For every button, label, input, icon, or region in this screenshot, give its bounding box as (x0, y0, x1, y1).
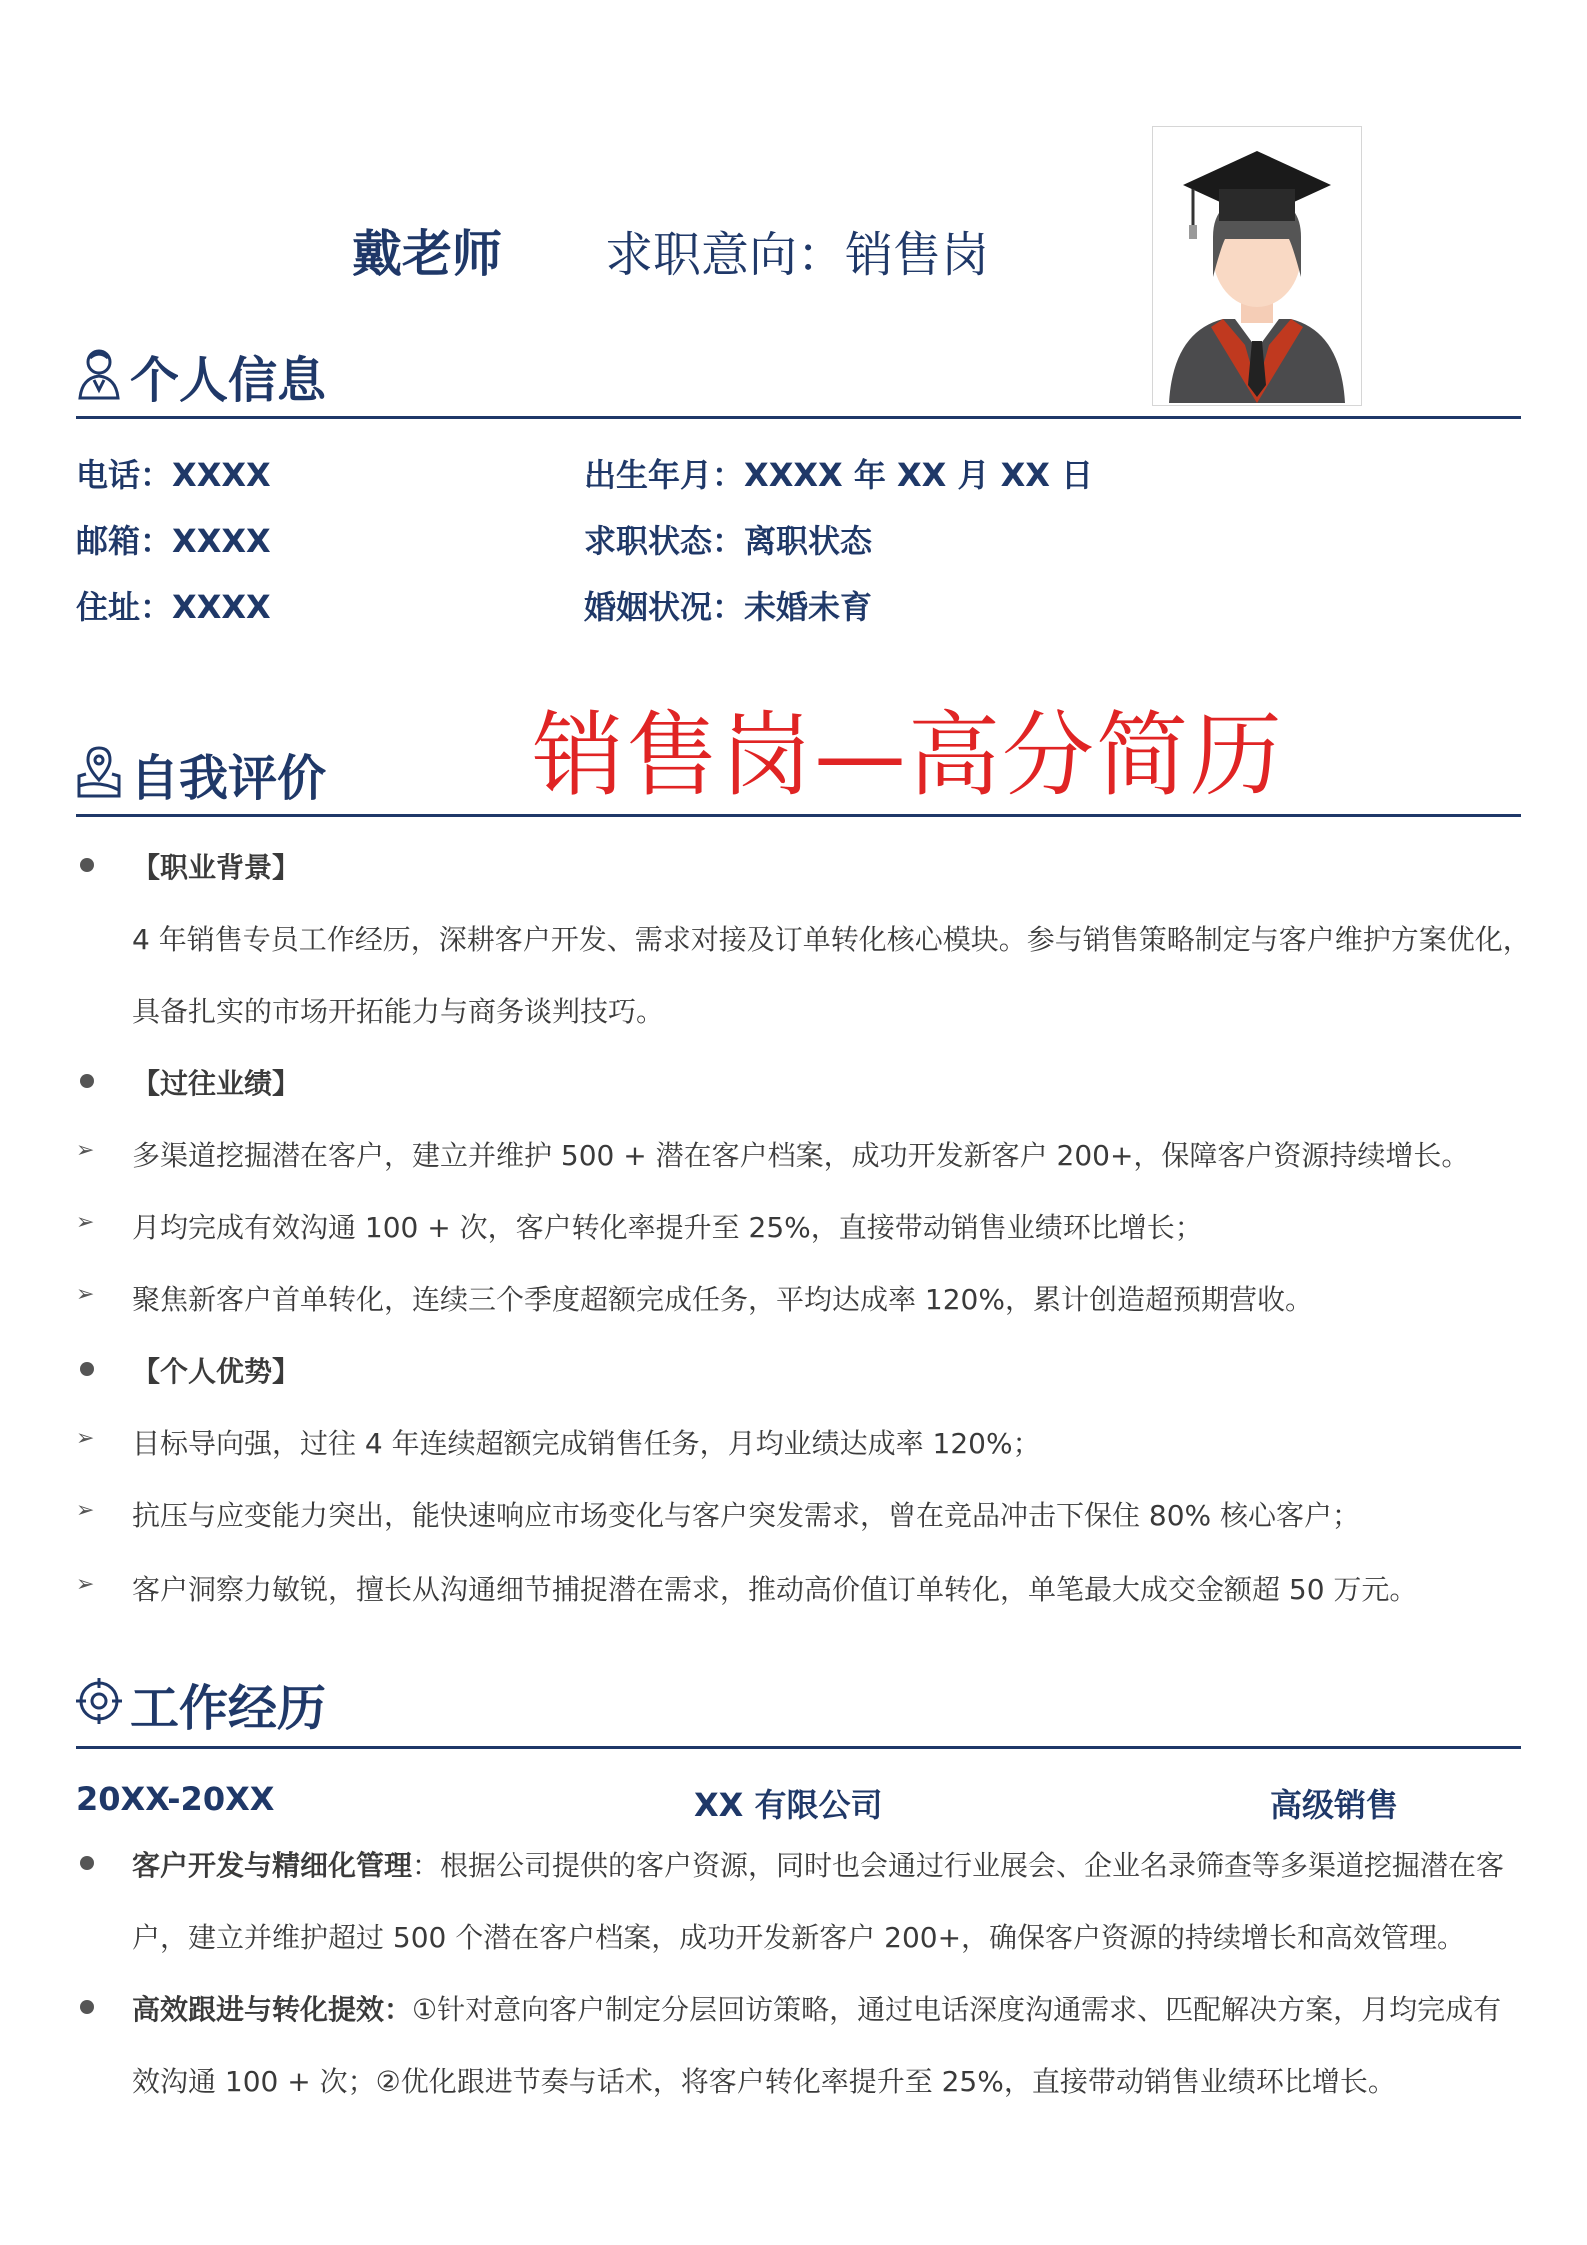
arrow-bullet-icon: ➢ (76, 1138, 95, 1163)
section-divider (76, 814, 1521, 817)
arrow-bullet-icon: ➢ (76, 1572, 95, 1597)
info-phone: 电话：XXXX (76, 456, 271, 494)
performance-item: 月均完成有效沟通 100 + 次，客户转化率提升至 25%，直接带动销售业绩环比增长； (132, 1211, 1203, 1244)
candidate-name: 戴老师 (352, 225, 502, 283)
graduate-avatar-icon (1153, 127, 1361, 405)
background-line: 4 年销售专员工作经历，深耕客户开发、需求对接及订单转化核心模块。参与销售策略制定与客户维护方案优化， (132, 923, 1531, 956)
bullet-dot (80, 858, 94, 872)
info-marital: 婚姻状况：未婚未育 (584, 588, 873, 626)
work-item-line: 高效跟进与转化提效：①针对意向客户制定分层回访策略，通过电话深度沟通需求、匹配解决方案，月均完成有 (132, 1993, 1502, 2026)
work-company: XX 有限公司 (694, 1786, 883, 1824)
bullet-dot (80, 1074, 94, 1088)
section-title-work: 工作经历 (130, 1680, 327, 1737)
section-divider (76, 1746, 1521, 1749)
section-title-self-eval: 自我评价 (130, 750, 327, 807)
work-position: 高级销售 (1270, 1786, 1399, 1824)
work-item-line: 效沟通 100 + 次；②优化跟进节奏与话术，将客户转化率提升至 25%，直接带动销售业绩环比增长。 (132, 2065, 1396, 2098)
heading-background: 【职业背景】 (132, 851, 301, 884)
arrow-bullet-icon: ➢ (76, 1210, 95, 1235)
background-line: 具备扎实的市场开拓能力与商务谈判技巧。 (132, 995, 665, 1028)
info-address: 住址：XXXX (76, 588, 271, 626)
location-map-icon (76, 744, 122, 798)
info-birth: 出生年月：XXXX 年 XX 月 XX 日 (584, 456, 1094, 494)
section-title-personal: 个人信息 (130, 352, 327, 409)
user-icon (76, 346, 122, 400)
info-job-status: 求职状态：离职状态 (584, 522, 873, 560)
work-period: 20XX-20XX (76, 1780, 275, 1818)
work-item-line: 客户开发与精细化管理：根据公司提供的客户资源，同时也会通过行业展会、企业名录筛查等多渠道挖掘潜在客 (132, 1849, 1505, 1882)
performance-item: 聚焦新客户首单转化，连续三个季度超额完成任务，平均达成率 120%，累计创造超预期营收。 (132, 1283, 1313, 1316)
info-email: 邮箱：XXXX (76, 522, 271, 560)
heading-advantages: 【个人优势】 (132, 1355, 301, 1388)
advantage-item: 客户洞察力敏锐，擅长从沟通细节捕捉潜在需求，推动高价值订单转化，单笔最大成交金额超 50 万元。 (132, 1573, 1418, 1606)
bullet-dot (80, 1362, 94, 1376)
bullet-dot (80, 2000, 94, 2014)
arrow-bullet-icon: ➢ (76, 1282, 95, 1307)
advantage-item: 目标导向强，过往 4 年连续超额完成销售任务，月均业绩达成率 120%； (132, 1427, 1041, 1460)
section-divider (76, 416, 1521, 419)
target-icon (76, 1674, 122, 1728)
profile-photo (1152, 126, 1362, 406)
work-item-line: 户，建立并维护超过 500 个潜在客户档案，成功开发新客户 200+，确保客户资源的持续增长和高效管理。 (132, 1921, 1466, 1954)
arrow-bullet-icon: ➢ (76, 1498, 95, 1523)
performance-item: 多渠道挖掘潜在客户，建立并维护 500 + 潜在客户档案，成功开发新客户 200+，保障客户资源持续增长。 (132, 1139, 1470, 1172)
watermark-title: 销售岗—高分简历 (532, 702, 1285, 809)
bullet-dot (80, 1856, 94, 1870)
heading-performance: 【过往业绩】 (132, 1067, 301, 1100)
arrow-bullet-icon: ➢ (76, 1426, 95, 1451)
advantage-item: 抗压与应变能力突出，能快速响应市场变化与客户突发需求，曾在竞品冲击下保住 80% 核心客户； (132, 1499, 1361, 1532)
job-intent: 求职意向：销售岗 (605, 227, 990, 283)
